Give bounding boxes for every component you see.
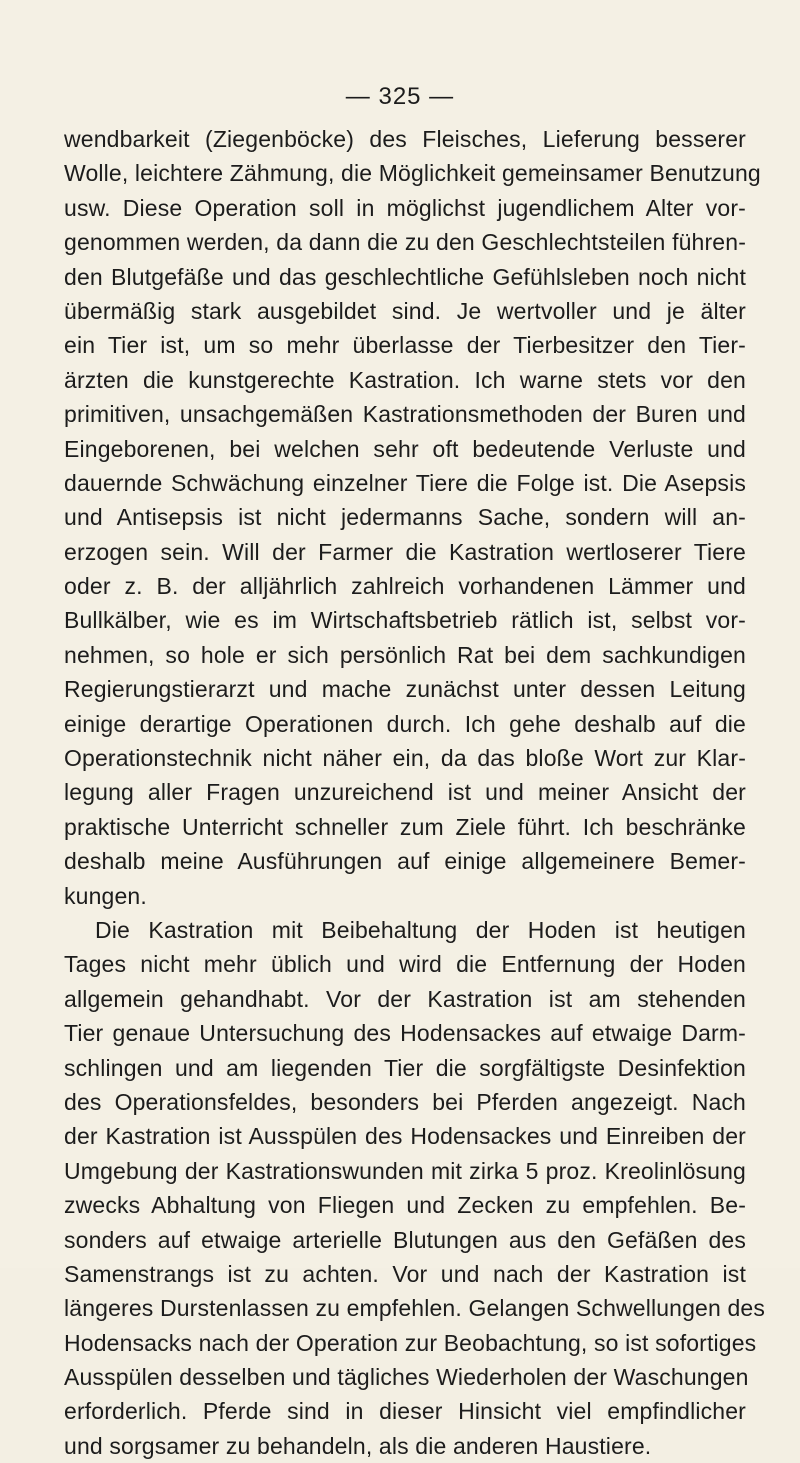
text-line: Hodensacks nach der Operation zur Beobachtung, so ist sofortiges (64, 1329, 757, 1356)
text-line: Die Kastration mit Beibehaltung der Hoden ist heutigen (95, 916, 746, 943)
text-line: nehmen, so hole er sich persönlich Rat bei dem sachkundigen (64, 641, 746, 668)
body-text (64, 122, 766, 1463)
text-line: usw. Diese Operation soll in möglichst jugendlichem Alter vor- (64, 194, 746, 221)
page-number: — 325 — (345, 83, 455, 110)
text-line: Regierungstierarzt und mache zunächst unter dessen Leitung (64, 676, 746, 703)
text-line: Umgebung der Kastrationswunden mit zirka 5 proz. Kreolinlösung (64, 1157, 746, 1184)
text-line: legung aller Fragen unzureichend ist und meiner Ansicht der (64, 779, 746, 806)
text-line: Eingeborenen, bei welchen sehr oft bedeutende Verluste und (64, 435, 746, 462)
text-line: Ausspülen desselben und tägliches Wiederholen der Waschungen (64, 1364, 749, 1391)
text-line: Operationstechnik nicht näher ein, da das bloße Wort zur Klar- (64, 745, 746, 772)
text-line: dauernde Schwächung einzelner Tiere die Folge ist. Die Asepsis (64, 469, 746, 496)
text-line: schlingen und am liegenden Tier die sorgfältigste Desinfektion (64, 1054, 746, 1081)
text-line: primitiven, unsachgemäßen Kastrationsmethoden der Buren und (64, 401, 746, 428)
paragraph-2 (64, 913, 766, 1463)
text-line: erzogen sein. Will der Farmer die Kastration wertloserer Tiere (64, 538, 746, 565)
text-line: oder z. B. der alljährlich zahlreich vorhandenen Lämmer und (64, 573, 746, 600)
text-line: genommen werden, da dann die zu den Geschlechtsteilen führen- (64, 229, 746, 256)
text-line: und sorgsamer zu behandeln, als die anderen Haustiere. (64, 1432, 652, 1459)
text-line: erforderlich. Pferde sind in dieser Hinsicht viel empfindlicher (64, 1398, 746, 1425)
text-line: längeres Durstenlassen zu empfehlen. Gelangen Schwellungen des (64, 1295, 766, 1322)
text-line: Tier genaue Untersuchung des Hodensackes auf etwaige Darm- (64, 1020, 746, 1047)
text-line: Tages nicht mehr üblich und wird die Entfernung der Hoden (64, 951, 746, 978)
text-line: Wolle, leichtere Zähmung, die Möglichkeit gemeinsamer Benutzung (64, 160, 761, 187)
text-line: praktische Unterricht schneller zum Ziele führt. Ich beschränke (64, 813, 746, 840)
text-line: wendbarkeit (Ziegenböcke) des Fleisches, Lieferung besserer (64, 126, 746, 152)
text-line: ärzten die kunstgerechte Kastration. Ich warne stets vor den (64, 366, 746, 393)
text-line: ein Tier ist, um so mehr überlasse der Tierbesitzer den Tier- (64, 332, 746, 359)
text-line: kungen. (64, 882, 147, 909)
text-line: übermäßig stark ausgebildet sind. Je wertvoller und je älter (64, 297, 746, 324)
text-line: und Antisepsis ist nicht jedermanns Sache, sondern will an- (64, 504, 746, 531)
text-line: Bullkälber, wie es im Wirtschaftsbetrieb rätlich ist, selbst vor- (64, 607, 746, 634)
text-line: des Operationsfeldes, besonders bei Pferden angezeigt. Nach (64, 1088, 746, 1115)
text-line: den Blutgefäße und das geschlechtliche Gefühlsleben noch nicht (64, 263, 746, 290)
text-line: deshalb meine Ausführungen auf einige allgemeinere Bemer- (64, 848, 746, 875)
text-line: einige derartige Operationen durch. Ich gehe deshalb auf die (64, 710, 746, 737)
text-line: zwecks Abhaltung von Fliegen und Zecken zu empfehlen. Be- (64, 1192, 746, 1219)
text-line: sonders auf etwaige arterielle Blutungen aus den Gefäßen des (64, 1226, 746, 1253)
text-line: Samenstrangs ist zu achten. Vor und nach der Kastration ist (64, 1260, 746, 1287)
text-line: der Kastration ist Ausspülen des Hodensackes und Einreiben der (64, 1123, 746, 1150)
paragraph-1 (64, 122, 761, 913)
text-line: allgemein gehandhabt. Vor der Kastration ist am stehenden (64, 985, 746, 1012)
